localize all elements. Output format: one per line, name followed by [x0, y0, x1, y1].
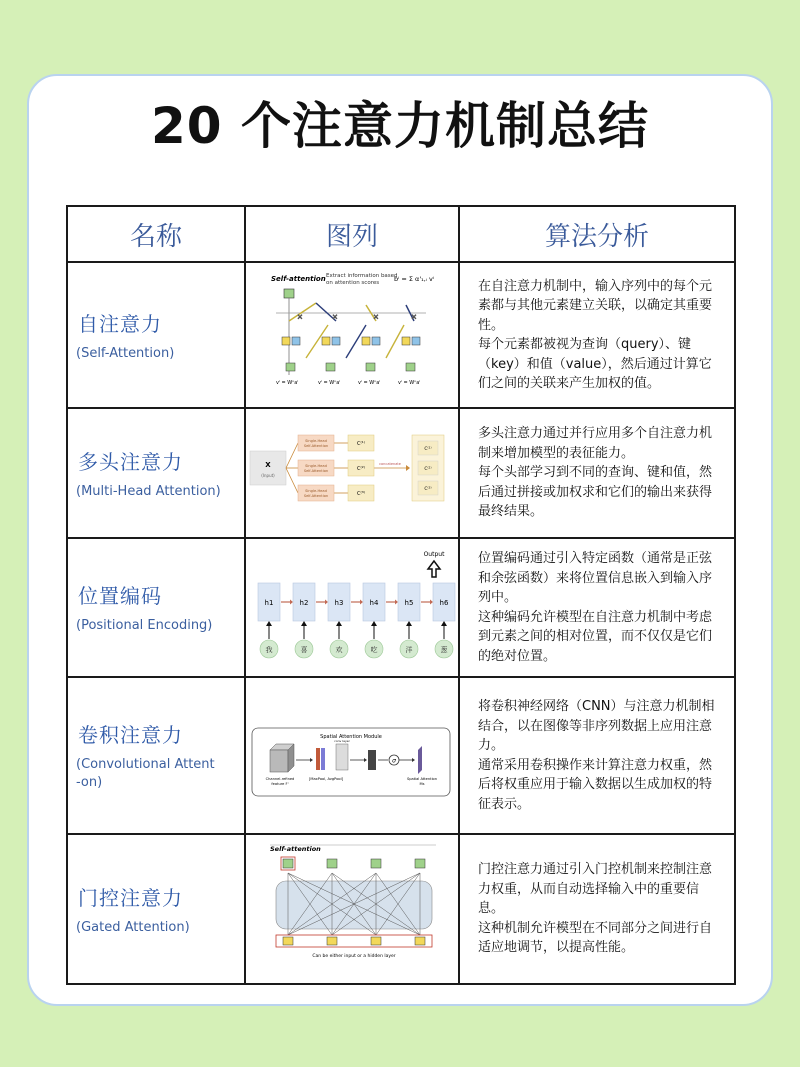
concat-out-1: C⁽¹⁾: [424, 447, 432, 452]
svg-text:×: ×: [373, 313, 379, 321]
input-node: [283, 937, 293, 945]
module-title: Spatial Attention Module: [320, 734, 382, 740]
concat-out-3: C⁽³⁾: [424, 487, 432, 492]
input-label: X: [265, 461, 271, 469]
name-cell: [67, 834, 245, 984]
concat-label: concatenate: [379, 462, 401, 466]
block-label-2: Single-Head: [305, 464, 327, 468]
analysis-paragraph: 在自注意力机制中，输入序列中的每个元素都与其他元素建立关联，以确定其重要性。: [478, 278, 713, 333]
analysis-text: [460, 860, 734, 958]
name-cell: [67, 408, 245, 538]
block-label-1b: Self-Attention: [303, 444, 329, 448]
conv-attention-diagram: [246, 678, 458, 829]
figure-cell: [245, 262, 459, 408]
output-label: Output: [423, 551, 445, 558]
analysis-cell: [459, 262, 735, 408]
svg-text:×: ×: [332, 313, 338, 321]
head-out-3: C⁽³⁾: [357, 491, 365, 497]
analysis-cell: [459, 408, 735, 538]
pool-label: [MaxPool, AvgPool]: [308, 777, 344, 781]
analysis-text: [460, 549, 734, 666]
name-en: (Gated Attention): [76, 919, 190, 935]
attention-table: [66, 205, 736, 985]
sigmoid-glyph: σ: [392, 757, 396, 765]
output-arrow-icon: [428, 561, 440, 577]
analysis-cell: [459, 834, 735, 984]
block-label-3b: Self-Attention: [303, 494, 329, 498]
hidden-unit-label: h6: [439, 599, 449, 607]
analysis-paragraph: 这种机制允许模型在不同部分之间进行自适应地调节，以提高性能。: [478, 920, 713, 956]
out-label-2: Ms: [419, 782, 425, 786]
header-name: 名称: [67, 206, 245, 262]
analysis-paragraph: 位置编码通过引入特定函数（通常是正弦和余弦函数）来将位置信息嵌入到输入序列中。: [478, 551, 713, 605]
fig-equation-4: vⁱ = Wᵛaⁱ: [398, 380, 421, 386]
input-node: [371, 937, 381, 945]
token-label: 吃: [370, 646, 378, 654]
fig-caption: Extract information based on attention scores: [326, 273, 398, 286]
input-node: [327, 937, 337, 945]
name-cn: 多头注意力: [78, 449, 183, 474]
fig-heading: Self-attention: [270, 845, 321, 853]
hidden-unit-label: h3: [334, 599, 344, 607]
analysis-text: [460, 277, 734, 394]
header-analysis: 算法分析: [459, 206, 735, 262]
analysis-cell: [459, 538, 735, 677]
token-label: 洋: [405, 646, 413, 654]
name-cn: 位置编码: [78, 584, 162, 608]
token-label: 我: [265, 646, 273, 654]
name-cell: [67, 262, 245, 408]
block-label-1: Single-Head: [305, 439, 327, 443]
token-label: 葱: [440, 646, 448, 654]
table-row: [67, 408, 735, 538]
block-label-3: Single-Head: [305, 489, 327, 493]
hidden-unit-label: h2: [299, 599, 309, 607]
positional-encoding-diagram: [246, 539, 458, 672]
page-title: 20 个注意力机制总结: [151, 97, 649, 155]
analysis-paragraph: 门控注意力通过引入门控机制来控制注意力权重，从而自动选择输入中的重要信息。: [478, 862, 713, 917]
table-header-row: [67, 206, 735, 262]
conv-label: conv layer: [334, 739, 350, 743]
output-node: [415, 859, 425, 868]
figure-cell: [245, 538, 459, 677]
analysis-text: [460, 697, 734, 814]
analysis-text: [460, 424, 734, 522]
table-row: [67, 834, 735, 984]
table-row: [67, 262, 735, 408]
feature-label-1: Channel-refined: [265, 777, 295, 781]
hidden-unit-label: h5: [404, 599, 414, 607]
gated-attention-diagram: [246, 835, 458, 979]
name-cell: [67, 677, 245, 834]
analysis-paragraph: 将卷积神经网络（CNN）与注意力机制相结合，以在图像等非序列数据上应用注意力。: [478, 699, 715, 753]
head-out-2: C⁽²⁾: [357, 466, 365, 472]
multi-head-diagram: [246, 409, 458, 533]
name-en: (Convolutional Attent -on): [76, 757, 215, 790]
concat-out-2: C⁽²⁾: [424, 467, 432, 472]
figure-cell: [245, 834, 459, 984]
name-cell: [67, 538, 245, 677]
input-node: [415, 937, 425, 945]
analysis-paragraph: 每个头部学习到不同的查询、键和值，然后通过拼接或加权求和它们的输出来获得最终结果。: [478, 465, 713, 520]
fig-equation-2: vⁱ = Wᵛaⁱ: [318, 380, 341, 386]
fig-caption: Can be either input or a hidden layer: [312, 954, 396, 959]
fig-equation: vⁱ = Wᵛaⁱ: [276, 380, 299, 386]
fig-formula: bⁱ = Σ α'₁,ᵢ vⁱ: [394, 275, 435, 283]
out-label-1: Spatial Attention: [406, 777, 438, 781]
svg-text:×: ×: [411, 313, 417, 321]
figure-cell: [245, 677, 459, 834]
name-cn: 卷积注意力: [78, 723, 183, 747]
name-cn: 自注意力: [78, 311, 162, 336]
table-row: [67, 538, 735, 677]
input-sub: (Input): [261, 473, 275, 478]
analysis-paragraph: 多头注意力通过并行应用多个自注意力机制来增加模型的表征能力。: [478, 426, 713, 461]
header-figure: 图列: [245, 206, 459, 262]
name-en: (Self-Attention): [76, 345, 175, 361]
name-cn: 门控注意力: [78, 885, 183, 910]
table-row: [67, 677, 735, 834]
head-out-1: C⁽¹⁾: [357, 441, 365, 447]
name-en: (Multi-Head Attention): [76, 483, 221, 499]
feature-label-2: feature F': [271, 782, 289, 786]
output-node: [371, 859, 381, 868]
analysis-cell: [459, 677, 735, 834]
fig-heading: Self-attention: [271, 275, 326, 283]
token-label: 喜: [300, 646, 308, 654]
analysis-paragraph: 这种编码允许模型在自注意力机制中考虑到元素之间的相对位置，而不仅仅是它们的绝对位置。: [478, 609, 713, 664]
analysis-paragraph: 每个元素都被视为查询（query）、键（key）和值（value），然后通过计算它们之间的关联来产生加权的值。: [478, 337, 712, 391]
self-attention-diagram: [246, 263, 458, 403]
token-label: 欢: [335, 646, 343, 654]
fig-equation-3: vⁱ = Wᵛaⁱ: [358, 380, 381, 386]
hidden-unit-label: h4: [369, 599, 379, 607]
figure-cell: [245, 408, 459, 538]
output-node: [327, 859, 337, 868]
block-label-2b: Self-Attention: [303, 469, 329, 473]
output-node: [283, 859, 293, 868]
name-en: (Positional Encoding): [76, 618, 213, 633]
svg-text:×: ×: [297, 313, 303, 321]
hidden-unit-label: h1: [264, 599, 274, 607]
analysis-paragraph: 通常采用卷积操作来计算注意力权重，然后将权重应用于输入数据以生成加权的特征表示。: [478, 757, 713, 812]
